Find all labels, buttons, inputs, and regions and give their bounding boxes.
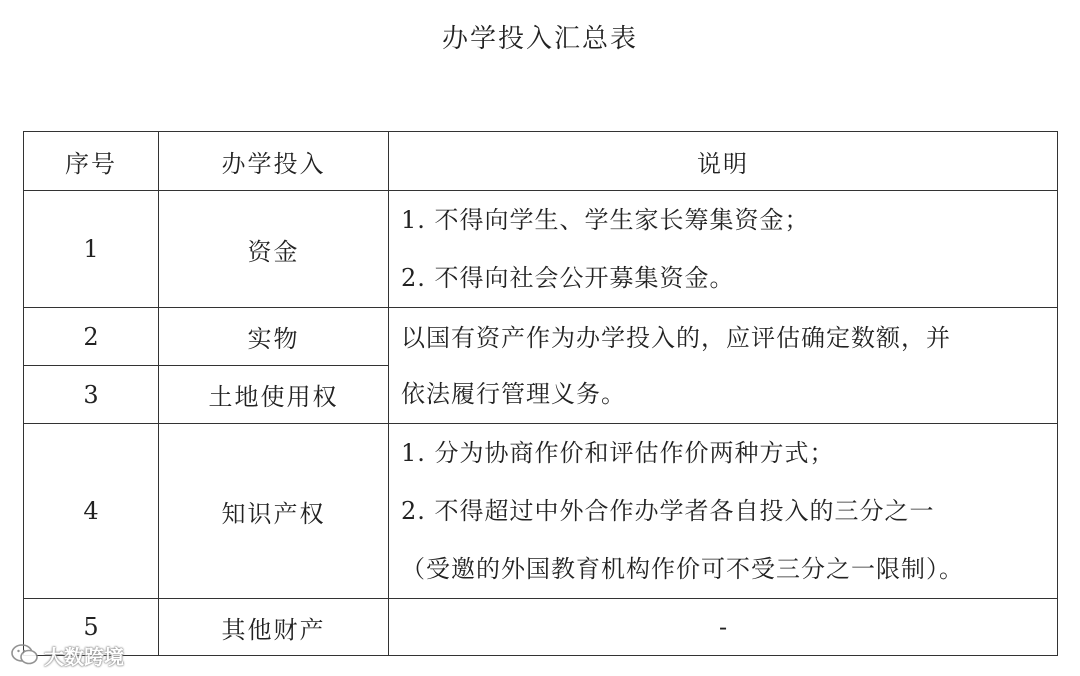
description-line: 2. 不得向社会公开募集资金。 — [401, 264, 735, 292]
table-row — [24, 308, 1058, 366]
row-investment: 资金 — [159, 191, 389, 308]
row-index: 5 — [24, 599, 159, 656]
table-row — [24, 191, 1058, 308]
wechat-logo-icon — [10, 642, 40, 668]
row-description — [389, 424, 1058, 599]
watermark-text: 大数跨境 — [44, 644, 124, 669]
table-row — [24, 424, 1058, 599]
watermark — [10, 640, 124, 670]
row-index: 3 — [24, 366, 159, 424]
row-index: 4 — [24, 424, 159, 599]
summary-table — [23, 131, 1058, 656]
description-line: 2. 不得超过中外合作办学者各自投入的三分之一 — [401, 497, 935, 525]
description-line: （受邀的外国教育机构作价可不受三分之一限制）。 — [401, 555, 964, 583]
row-description — [389, 191, 1058, 308]
header-description: 说明 — [389, 132, 1058, 191]
description-line: 1. 不得向学生、学生家长筹集资金； — [401, 206, 810, 234]
row-investment: 其他财产 — [159, 599, 389, 656]
row-description-merged — [389, 308, 1058, 424]
row-description: - — [389, 599, 1058, 656]
row-investment: 土地使用权 — [159, 366, 389, 424]
description-line: 依法履行管理义务。 — [401, 379, 626, 408]
header-index: 序号 — [24, 132, 159, 191]
row-investment: 知识产权 — [159, 424, 389, 599]
description-line: 以国有资产作为办学投入的，应评估确定数额，并 — [401, 323, 951, 352]
header-investment: 办学投入 — [159, 132, 389, 191]
row-investment: 实物 — [159, 308, 389, 366]
description-line: 1. 分为协商作价和评估作价两种方式； — [401, 439, 835, 467]
table-row — [24, 599, 1058, 656]
row-index: 2 — [24, 308, 159, 366]
page-title: 办学投入汇总表 — [441, 24, 638, 54]
table-header-row — [24, 132, 1058, 191]
row-index: 1 — [24, 191, 159, 308]
